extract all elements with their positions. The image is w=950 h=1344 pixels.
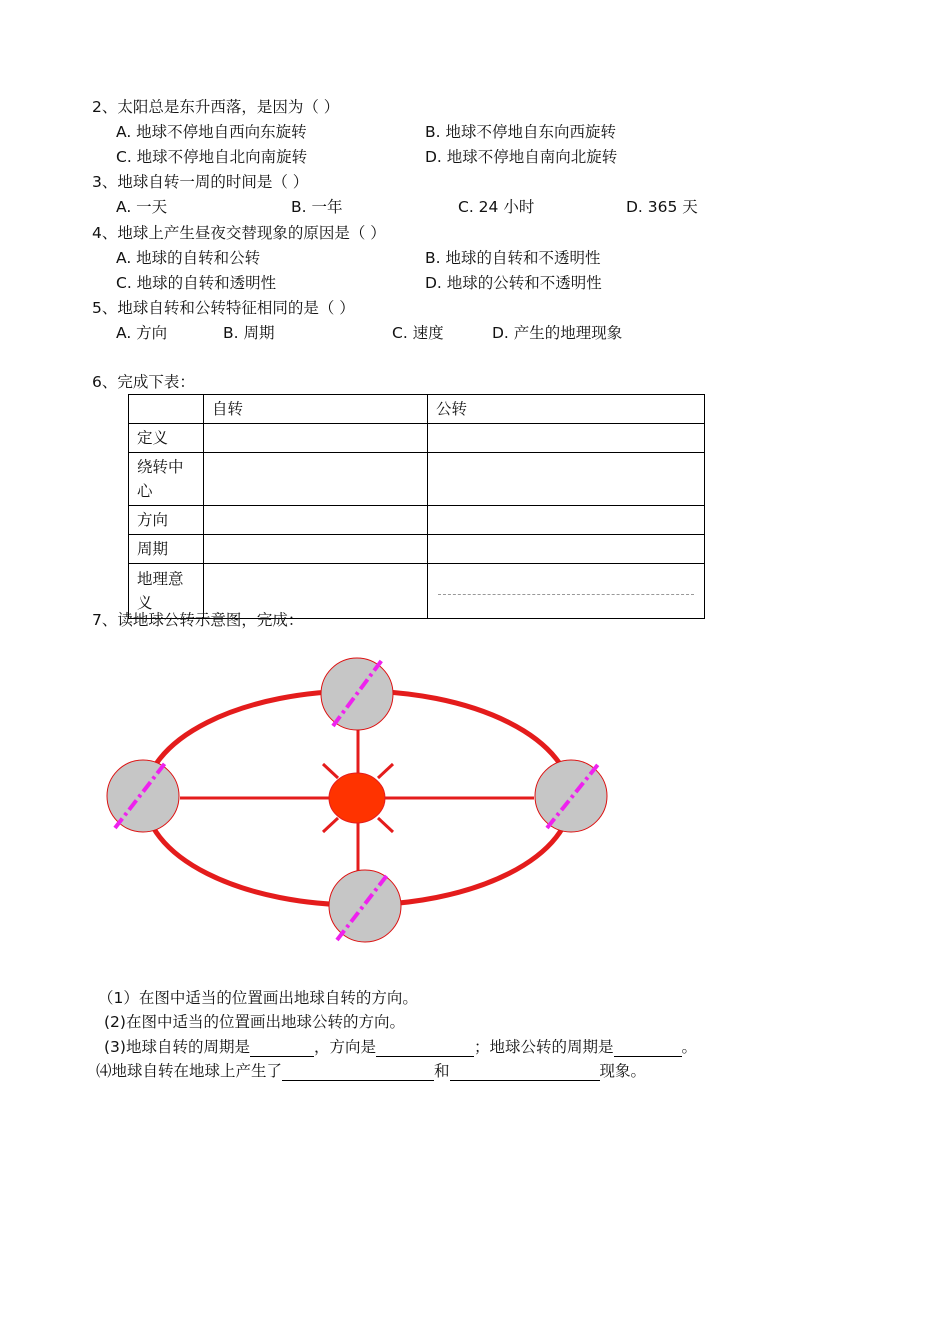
q5-option-a: A. 方向 xyxy=(116,324,168,342)
phenomenon-blank-2[interactable] xyxy=(450,1066,600,1081)
revolution-period-blank[interactable] xyxy=(614,1042,682,1057)
q7-sub3-text-d: 。 xyxy=(681,1038,698,1056)
q7-stem: 7、读地球公转示意图，完成： xyxy=(92,611,304,629)
q5-option-b: B. 周期 xyxy=(223,324,275,342)
q4-option-c: C. 地球的自转和透明性 xyxy=(116,274,277,292)
q7-sub3-text-b: ，方向是 xyxy=(313,1038,376,1056)
q2-stem: 2、太阳总是东升西落，是因为（ ） xyxy=(92,98,340,116)
q4-option-b: B. 地球的自转和不透明性 xyxy=(425,249,601,267)
q7-sub4-text-c: 现象。 xyxy=(599,1062,647,1080)
cell-rotation-definition[interactable] xyxy=(204,424,428,453)
q7-sub1: （1）在图中适当的位置画出地球自转的方向。 xyxy=(98,989,418,1007)
rotation-direction-blank[interactable] xyxy=(376,1042,474,1057)
q2-option-a: A. 地球不停地自西向东旋转 xyxy=(116,123,307,141)
rotation-period-blank[interactable] xyxy=(250,1042,314,1057)
q4-option-a: A. 地球的自转和公转 xyxy=(116,249,261,267)
sun xyxy=(323,764,393,832)
cell-revolution-definition[interactable] xyxy=(428,424,705,453)
q7-sub3-text-c: ；地球公转的周期是 xyxy=(473,1038,614,1056)
q4-option-d: D. 地球的公转和不透明性 xyxy=(425,274,602,292)
table-corner-cell xyxy=(129,395,204,424)
row-label-direction: 方向 xyxy=(129,506,204,535)
cell-rotation-direction[interactable] xyxy=(204,506,428,535)
row-label-center: 绕转中心 xyxy=(129,453,204,506)
q3-option-b: B. 一年 xyxy=(291,198,343,216)
q7-sub4-text-a: ⑷地球自转在地球上产生了 xyxy=(96,1062,283,1080)
table-header-rotation: 自转 xyxy=(204,395,428,424)
cell-revolution-significance[interactable] xyxy=(428,564,705,619)
earth-right xyxy=(535,760,607,832)
phenomenon-blank-1[interactable] xyxy=(282,1066,434,1081)
q4-stem: 4、地球上产生昼夜交替现象的原因是（ ） xyxy=(92,224,386,242)
cell-rotation-center[interactable] xyxy=(204,453,428,506)
row-label-period: 周期 xyxy=(129,535,204,564)
q7-sub3 xyxy=(104,1037,697,1057)
q7-sub4-text-b: 和 xyxy=(434,1062,450,1080)
q7-sub3-text-a: (3)地球自转的周期是 xyxy=(104,1038,250,1056)
row-label-definition: 定义 xyxy=(129,424,204,453)
comparison-table xyxy=(128,394,705,619)
cell-revolution-center[interactable] xyxy=(428,453,705,506)
cell-revolution-period[interactable] xyxy=(428,535,705,564)
q3-stem: 3、地球自转一周的时间是（ ） xyxy=(92,173,309,191)
dashed-line xyxy=(438,594,694,595)
q2-option-b: B. 地球不停地自东向西旋转 xyxy=(425,123,616,141)
q2-option-d: D. 地球不停地自南向北旋转 xyxy=(425,148,618,166)
cell-revolution-direction[interactable] xyxy=(428,506,705,535)
earth-top xyxy=(321,658,393,730)
q3-option-a: A. 一天 xyxy=(116,198,168,216)
q7-sub2: (2)在图中适当的位置画出地球公转的方向。 xyxy=(104,1013,405,1031)
earth-left xyxy=(107,760,179,832)
q5-option-d: D. 产生的地理现象 xyxy=(492,324,623,342)
table-header-revolution: 公转 xyxy=(428,395,705,424)
q5-stem: 5、地球自转和公转特征相同的是（ ） xyxy=(92,299,355,317)
q5-option-c: C. 速度 xyxy=(392,324,444,342)
q6-stem: 6、完成下表： xyxy=(92,373,195,391)
q3-option-c: C. 24 小时 xyxy=(458,198,535,216)
cell-rotation-period[interactable] xyxy=(204,535,428,564)
q7-sub4 xyxy=(96,1061,646,1081)
q3-option-d: D. 365 天 xyxy=(626,198,698,216)
earth-orbit-diagram xyxy=(90,640,630,950)
earth-bottom xyxy=(329,870,401,942)
row-label-significance: 地理意义 xyxy=(129,564,204,619)
q2-option-c: C. 地球不停地自北向南旋转 xyxy=(116,148,308,166)
